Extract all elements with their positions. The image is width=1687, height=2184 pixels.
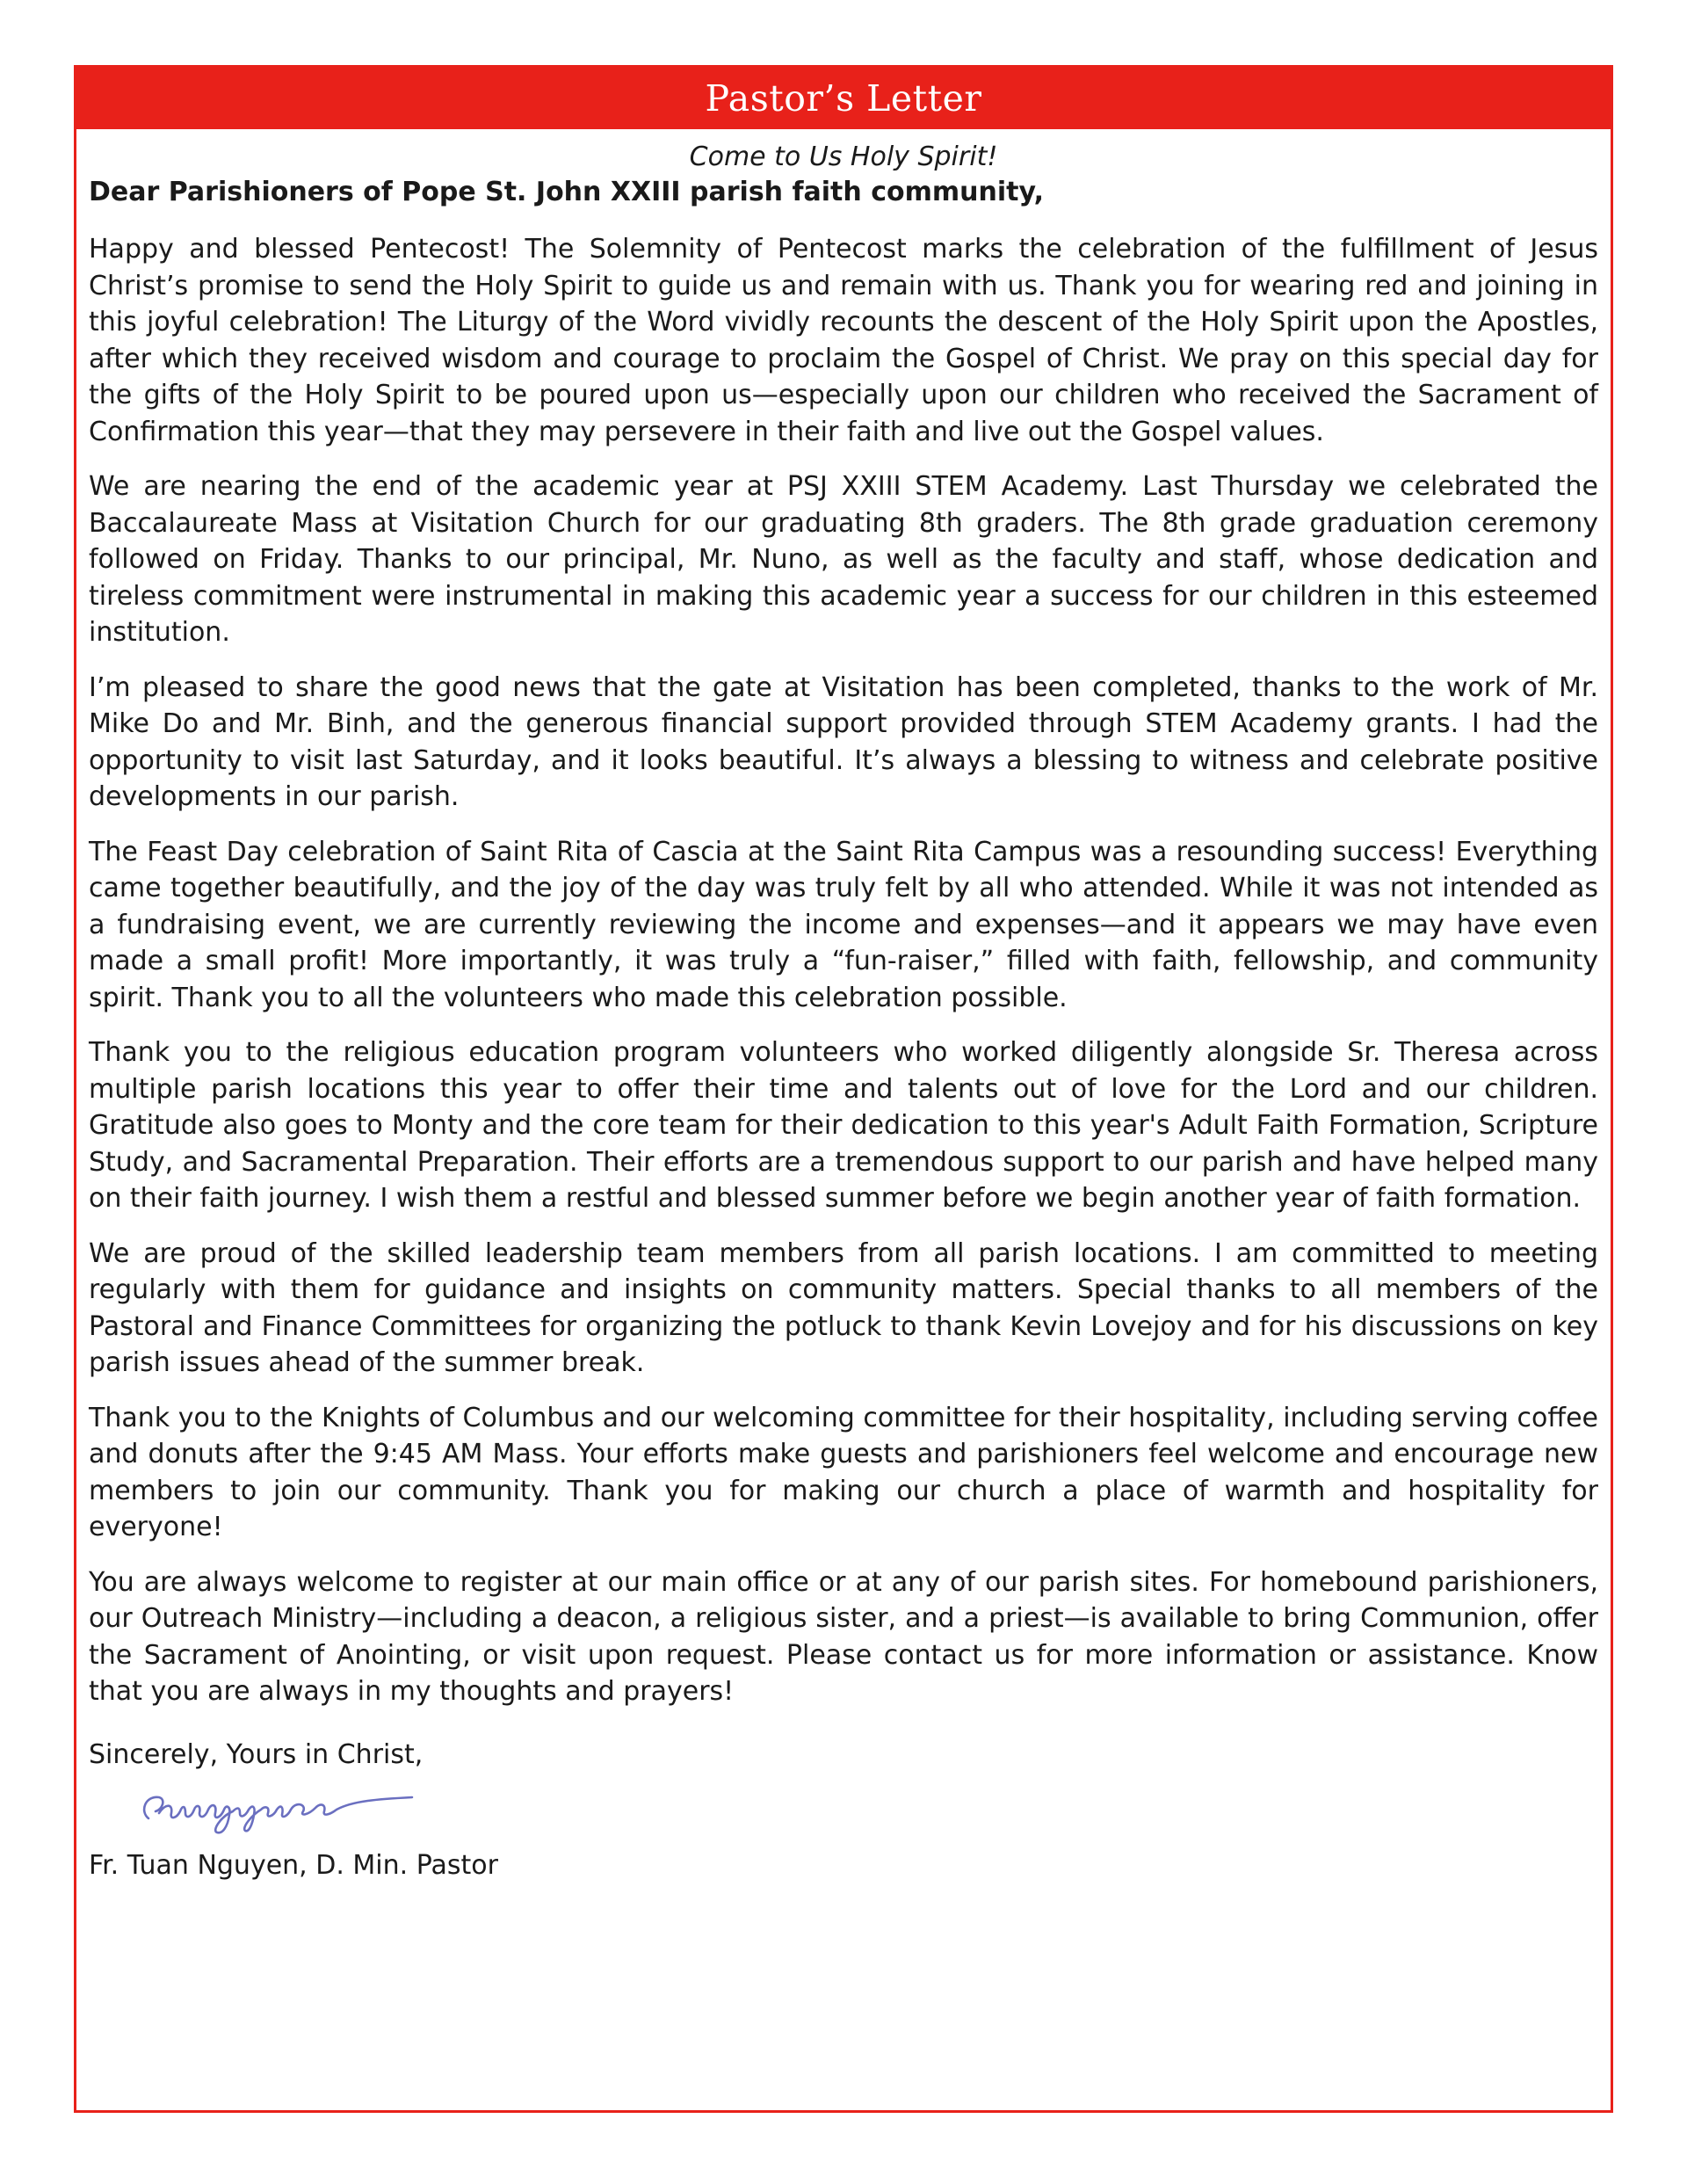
paragraph-academy: We are nearing the end of the academic year at PSJ XXIII STEM Academy. Last Thursday we celebrated the Baccalaureate Mass at Visitation Church for our graduating 8th graders. The 8th grade graduation ceremony followed on Friday. Thanks to our principal, Mr. Nuno, as well as the faculty and staff, whose dedication and tireless commitment were instrumental in making this academic year a success for our children in this esteemed institution. bbox=[89, 471, 1598, 648]
paragraph-hospitality: Thank you to the Knights of Columbus and our welcoming committee for their hospitality, including serving coffee and donuts after the 9:45 AM Mass. Your efforts make guests and parishioners feel welcome and encourage new members to join our community. Thank you for making our church a place of warmth and hospitality for everyone! bbox=[89, 1402, 1598, 1542]
page-title: Pastor’s Letter bbox=[705, 77, 982, 120]
signature-name: Fr. Tuan Nguyen, D. Min. Pastor bbox=[89, 1849, 498, 1881]
header-bar bbox=[76, 68, 1611, 129]
letter-subtitle: Come to Us Holy Spirit! bbox=[689, 141, 998, 172]
paragraph-religious-education: Thank you to the religious education program volunteers who worked diligently alongside Sr. Theresa across multiple parish locations this year to offer their time and talents out of love for the Lord and our children. Gratitude also goes to Monty and the core team for their dedication to this year's Adult Faith Formation, Scripture Study, and Sacramental Preparation. Their efforts are a tremendous support to our parish and have helped many on their faith journey. I wish them a restful and blessed summer before we begin another year of faith formation. bbox=[89, 1037, 1598, 1214]
paragraph-pentecost: Happy and blessed Pentecost! The Solemnity of Pentecost marks the celebration of the fulfillment of Jesus Christ’s promise to send the Holy Spirit to guide us and remain with us. Thank you for wearing red and joining in this joyful celebration! The Liturgy of the Word vividly recounts the descent of the Holy Spirit upon the Apostles, after which they received wisdom and courage to proclaim the Gospel of Christ. We pray on this special day for the gifts of the Holy Spirit to be poured upon us—especially upon our children who received the Sacrament of Confirmation this year—that they may persevere in their faith and live out the Gospel values. bbox=[89, 234, 1598, 447]
letter-frame bbox=[74, 65, 1613, 2113]
letter-body bbox=[89, 140, 1598, 1883]
paragraph-registration: You are always welcome to register at our main office or at any of our parish sites. For homebound parishioners, our Outreach Ministry—including a deacon, a religious sister, and a priest—is available to bring Communion, offer the Sacrament of Anointing, or visit upon request. Please contact us for more information or assistance. Know that you are always in my thoughts and prayers! bbox=[89, 1566, 1598, 1707]
paragraph-leadership: We are proud of the skilled leadership team members from all parish locations. I am committed to meeting regularly with them for guidance and insights on community matters. Special thanks to all members of the Pastoral and Finance Committees for organizing the potluck to thank Kevin Lovejoy and for his discussions on key parish issues ahead of the summer break. bbox=[89, 1237, 1598, 1378]
letter-closing: Sincerely, Yours in Christ, bbox=[89, 1738, 424, 1770]
handwritten-signature bbox=[133, 1780, 423, 1841]
paragraph-gate: I’m pleased to share the good news that the gate at Visitation has been completed, thanks to the work of Mr. Mike Do and Mr. Binh, and the generous financial support provided through STEM Academy grants. I had the opportunity to visit last Saturday, and it looks beautiful. It’s always a blessing to witness and celebrate positive developments in our parish. bbox=[89, 671, 1598, 812]
paragraph-feast-day: The Feast Day celebration of Saint Rita of Cascia at the Saint Rita Campus was a resounding success! Everything came together beautifully, and the joy of the day was truly felt by all who attended. While it was not intended as a fundraising event, we are currently reviewing the income and expenses—and it appears we may have even made a small profit! More importantly, it was truly a “fun-raiser,” filled with faith, fellowship, and community spirit. Thank you to all the volunteers who made this celebration possible. bbox=[89, 836, 1598, 1013]
letter-salutation: Dear Parishioners of Pope St. John XXIII parish faith community, bbox=[89, 177, 1045, 207]
